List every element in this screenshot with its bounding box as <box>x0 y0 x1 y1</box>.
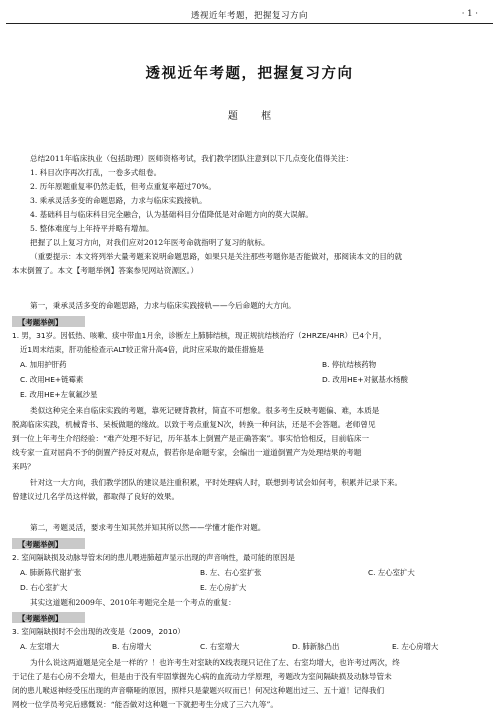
intro-point-2: 2. 历年原题重复率仍然走低，但考点重复率超过70%。 <box>30 182 217 191</box>
section-1-example-bar <box>12 316 85 327</box>
question-2-option-a: A. 肺新陈代谢扩张 <box>20 568 82 577</box>
intro-note-line-2: 本末倒置了。本文【考题举例】答案参见网站资源区。） <box>12 266 199 275</box>
question-2-option-e: E. 左心房扩大 <box>200 583 247 592</box>
intro-lead: 总结2011年临床执业（包括助理）医师资格考试，我们教学团队注意到以下几点变化值得关注： <box>30 154 354 163</box>
section-2-para-line-2: 于记住了是右心房不会增大，但是由于没有牢固掌握先心病的血流动力学原理，考题改为室间隔缺损及动脉导管未 <box>12 672 392 681</box>
question-2-option-c: C. 左心室扩大 <box>368 568 415 577</box>
intro-after: 把握了以上复习方向，对我们应对2012年医考命就指明了复习的航标。 <box>30 238 270 247</box>
section-2-example-label: 【考题举例】 <box>18 540 63 549</box>
question-3-option-a: A. 左室增大 <box>20 642 60 651</box>
intro-point-4: 4. 基础科目与临床科目完全融合，认为基础科目分值降低是对命题方向的莫大误解。 <box>30 210 314 219</box>
question-3: 3. 室间隔缺损时不会出现的改变是（2009，2010） <box>12 627 185 636</box>
author-label: 题 框 <box>227 111 282 122</box>
section-2-bridge: 其实这道题和2009年、2010年考题完全是一个考点的重复： <box>30 598 236 607</box>
section-1-para-1-line-5: 来吗？ <box>12 462 35 471</box>
header-rule <box>6 23 493 24</box>
section-1-para-1-line-2: 脱离临床实践，机械背书、呆板做题的缘故。以致于考点重复N次，转换一种问法，还是不会答题。老师曾见 <box>12 420 376 429</box>
page-title: 透视近年考题，把握复习方向 <box>145 66 354 82</box>
section-2-example-bar-2 <box>12 612 85 623</box>
section-1-para-2-line-2: 曾建议过几名学员这样做，都取得了良好的效果。 <box>12 492 180 501</box>
section-1-heading: 第一，秉承灵活多变的命题思路，力求与临床实践接轨——今后命题的大方向。 <box>30 301 296 310</box>
section-2-para-line-4: 网校一位学员考完后感慨说：“能否做对这种题一下就把考生分成了三六九等”。 <box>12 700 278 709</box>
running-header <box>0 0 499 26</box>
section-1-para-1-line-4: 线专家一直对屈尚不予的倒置产持反对观点，假若你是命题专家，会编出一道道倒置产为处理结果的考题 <box>12 448 362 457</box>
page-number: · 1 · <box>461 9 478 19</box>
question-2-option-b: B. 左、右心室扩张 <box>200 568 262 577</box>
section-1-para-1-line-3: 到一位上年考生介绍经验：“难产处理不好记，历年基本上倒置产是正确答案”。事实恰恰相反，目前临床一 <box>12 434 370 443</box>
section-2-example-bar <box>12 538 85 549</box>
question-2-option-d: D. 右心室扩大 <box>20 583 68 592</box>
intro-point-5: 5. 整体难度与上年持平并略有增加。 <box>30 224 154 233</box>
section-2-heading: 第二，考题灵活，要求考生知其然并知其所以然——学懂才能作对题。 <box>30 523 266 532</box>
question-1-option-b: B. 停抗结核药物 <box>322 360 377 369</box>
question-3-option-d: D. 肺新脉凸出 <box>292 642 340 651</box>
intro-note-line-1: （重要提示：本文将列举大量考题来说明命题思路，如果只是关注那些考题你是否能做对，那阅读本文的目的就 <box>30 252 403 261</box>
question-1-option-d: D. 改用HE+对氨基水杨酸 <box>322 375 408 384</box>
intro-point-3: 3. 乘承灵活多变的命题思路，力求与临床实践接轨。 <box>30 196 207 205</box>
question-3-option-e: E. 左心房增大 <box>392 642 439 651</box>
question-1-line-1: 1. 男，31岁。因低热、咳嗽、痰中带血1月余，诊断左上肺肺结核，现正规抗结核治疗（2HRZE/4HR）已4个月， <box>12 331 387 340</box>
question-1-option-a: A. 加用护肝药 <box>20 360 67 369</box>
question-2: 2. 室间隔缺损及动脉导管未闭的患儿喂进肺超声显示出现的声音响性，最可能的原因是 <box>12 553 295 562</box>
section-2-para-line-3: 闭的患儿喉返神经受压出现的声音嘶哑的原因，照样只是蒙题兴叹而已！何况这种题出过三、五十道！记得我们 <box>12 686 385 695</box>
section-2-para-line-1: 为什么说这两道题是完全是一样的？！也许考生对室缺的X线表现只记住了左、右室均增大，也许考过两次，终 <box>30 658 400 667</box>
section-2-example-label-2: 【考题举例】 <box>18 614 63 623</box>
section-1-para-2-line-1: 针对这一大方向，我们教学团队的建议是注重积累，平时处理病人时，联想到考试会如何考，积累并记录下来。 <box>30 478 403 487</box>
question-1-line-2: 近1周末结束，肝功能检查示ALT较正常升高4倍，此时应采取的最佳措施是 <box>20 345 264 354</box>
question-3-option-c: C. 右室增大 <box>200 642 240 651</box>
question-3-option-b: B. 右房增大 <box>112 642 152 651</box>
question-1-option-c: C. 改用HE+链霉素 <box>20 375 84 384</box>
intro-point-1: 1. 科目次序再次打乱，一卷多式组卷。 <box>30 168 162 177</box>
question-1-option-e: E. 改用HE+左氧氟沙星 <box>20 390 98 399</box>
section-1-para-1-line-1: 类似这种完全来自临床实践的考题，靠死记硬背教材，简直不可想象。很多考生反映考题偏、难，本质是 <box>30 406 380 415</box>
running-title: 透视近年考题，把握复习方向 <box>190 11 308 21</box>
section-1-example-label: 【考题举例】 <box>18 318 63 327</box>
